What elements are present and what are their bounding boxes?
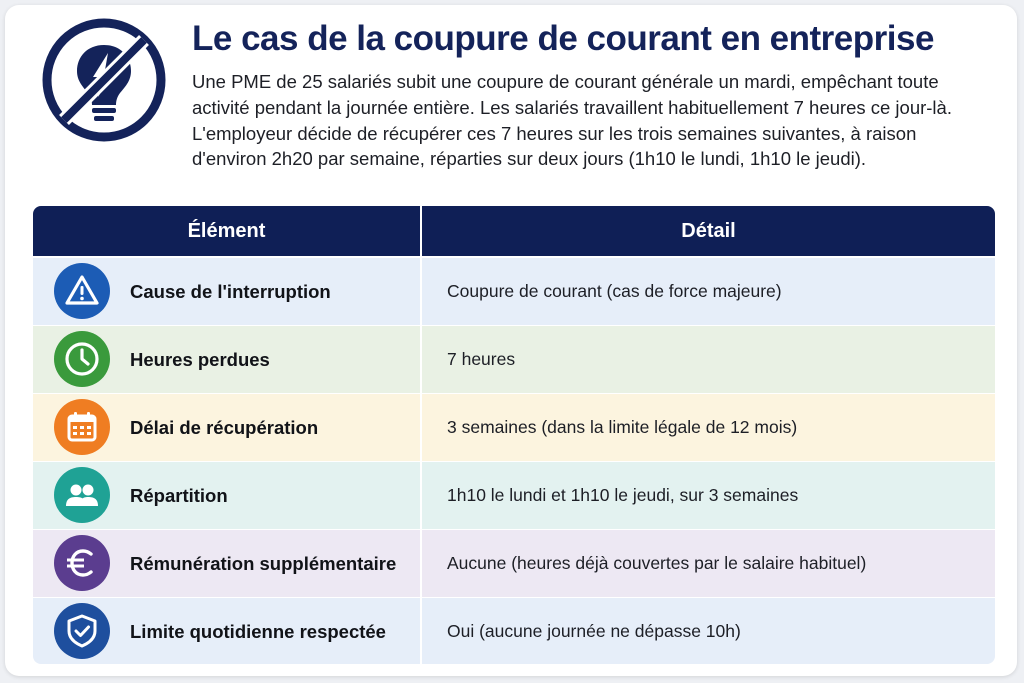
- table-row: [33, 598, 995, 664]
- row-detail-cell: [422, 326, 995, 393]
- people-icon: [54, 467, 110, 523]
- table-row: [33, 326, 995, 393]
- table-header: [33, 206, 995, 256]
- calendar-icon: [54, 399, 110, 455]
- row-label: Répartition: [130, 485, 228, 506]
- page-title: Le cas de la coupure de courant en entreprise: [192, 19, 934, 58]
- table-row: [33, 530, 995, 597]
- row-detail-cell: [422, 598, 995, 664]
- no-electricity-bulb-icon: [41, 17, 167, 143]
- row-label: Heures perdues: [130, 349, 270, 370]
- table-row: [33, 258, 995, 325]
- row-detail: 3 semaines (dans la limite légale de 12 mois): [447, 417, 798, 437]
- row-label-cell: [33, 394, 420, 461]
- row-label: Cause de l'interruption: [130, 281, 331, 302]
- column-header-element: Élément: [187, 220, 266, 242]
- shield-check-icon: [54, 603, 110, 659]
- details-table: [33, 206, 995, 664]
- row-detail-cell: [422, 258, 995, 325]
- row-detail-cell: [422, 462, 995, 529]
- row-label-cell: [33, 462, 420, 529]
- warning-icon: [54, 263, 110, 319]
- table-row: [33, 394, 995, 461]
- row-label-cell: [33, 326, 420, 393]
- row-label-cell: [33, 530, 420, 597]
- table-row: [33, 462, 995, 529]
- row-detail: Oui (aucune journée ne dépasse 10h): [447, 621, 741, 641]
- infographic-card: [5, 5, 1017, 676]
- row-detail: Coupure de courant (cas de force majeure): [447, 281, 782, 301]
- row-detail: 7 heures: [447, 349, 516, 369]
- row-detail-cell: [422, 394, 995, 461]
- row-detail: 1h10 le lundi et 1h10 le jeudi, sur 3 semaines: [447, 485, 799, 505]
- row-label-cell: [33, 258, 420, 325]
- clock-icon: [54, 331, 110, 387]
- row-detail-cell: [422, 530, 995, 597]
- row-label: Délai de récupération: [130, 417, 319, 438]
- row-label: Limite quotidienne respectée: [130, 621, 386, 642]
- row-detail: Aucune (heures déjà couvertes par le salaire habituel): [447, 553, 867, 573]
- intro-paragraph: Une PME de 25 salariés subit une coupure de courant générale un mardi, empêchant toute activité pendant la journée entière. Les salariés travaillent habituellement 7 heures ce jour-là. L'employeur décide de récupérer ces 7 heures sur les trois semaines suivantes, à raison d'environ 2h20 par semaine, réparties sur deux jours (1h10 le lundi, 1h10 le jeudi).: [192, 71, 952, 170]
- row-label: Rémunération supplémentaire: [130, 553, 397, 574]
- euro-icon: [54, 535, 110, 591]
- row-label-cell: [33, 598, 420, 664]
- column-header-detail: Détail: [681, 220, 736, 242]
